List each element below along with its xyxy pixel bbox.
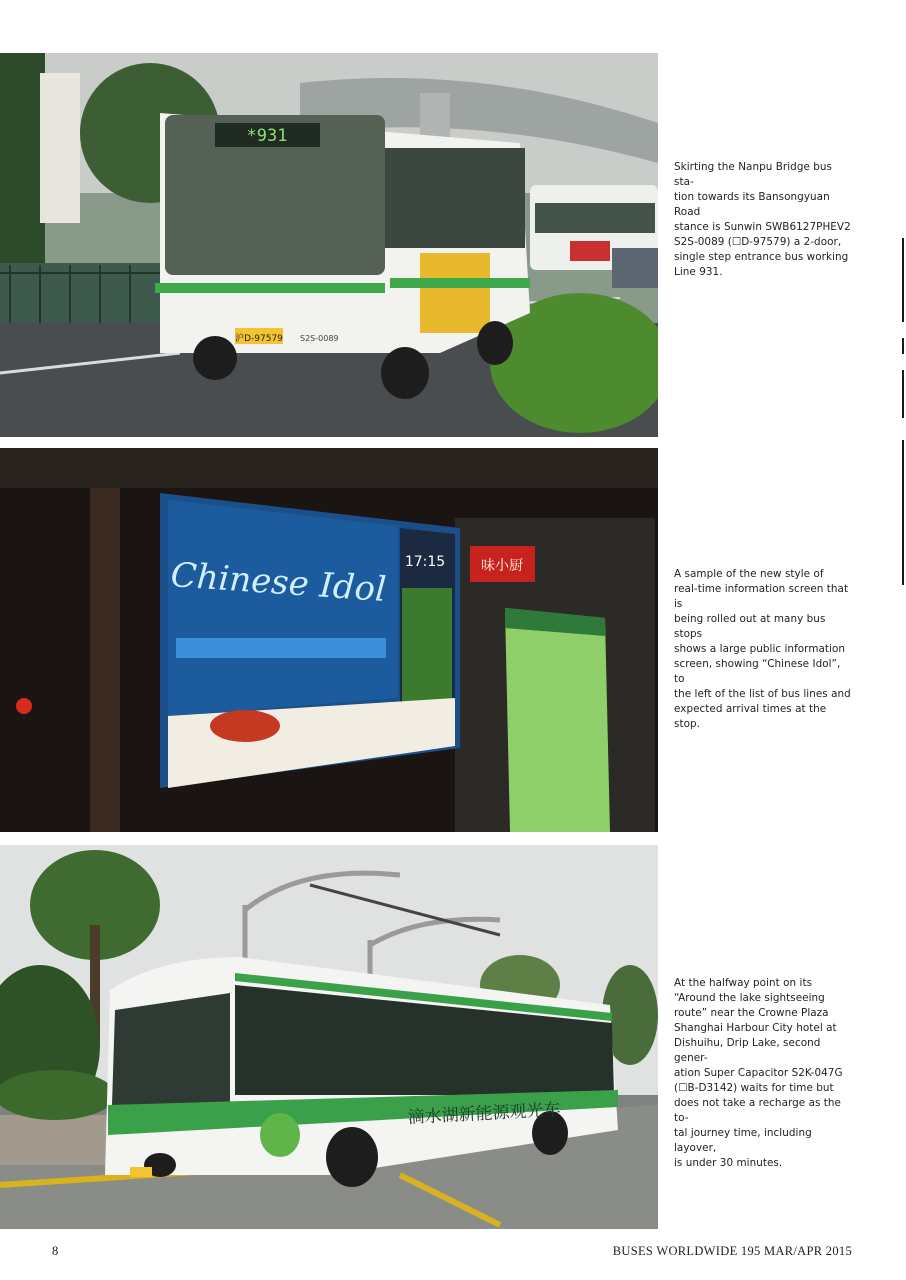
photo-info-screen xyxy=(0,448,658,832)
page-number: 8 xyxy=(52,1244,59,1258)
running-footer: BUSES WORLDWIDE 195 MAR/APR 2015 xyxy=(612,1244,852,1258)
fleet-number-text: S2S-0089 xyxy=(300,334,339,343)
bus-side-text: 滴水湖新能源观光车 xyxy=(407,1100,562,1128)
screen-title-text: Chinese Idol xyxy=(169,555,388,611)
photo-line-931-bus xyxy=(0,53,658,437)
info-screen-illustration xyxy=(0,448,658,832)
screen-clock-text: 17:15 xyxy=(404,554,446,570)
caption-super-capacitor: At the halfway point on its “Around the lake sightseeing route” near the Crowne Plaza Shanghai Harbour City hotel at Dishuihu, Drip Lake, second gener- ation Super Capacitor S2K-047G (☐B-D3142) waits for time but does not take a recharge as the to- tal journey time, including layover, is under 30 minutes. xyxy=(674,977,843,1169)
sign-text: 味小厨 xyxy=(481,558,523,574)
capacitor-bus-illustration xyxy=(0,845,658,1229)
edge-mark xyxy=(902,338,904,354)
photo-super-capacitor-bus xyxy=(0,845,658,1229)
bus-photo-illustration xyxy=(0,53,658,437)
caption-info-screen: A sample of the new style of real-time information screen that is being rolled out at many bus stops shows a large public information screen, showing “Chinese Idol”, to the left of the list of bus lines and expected arrival times at the stop. xyxy=(674,568,851,730)
edge-mark xyxy=(902,238,904,322)
plate-text: 沪D-97579 xyxy=(235,334,283,344)
edge-mark xyxy=(902,370,904,418)
route-display-text: *931 xyxy=(246,126,288,146)
caption-line-931: Skirting the Nanpu Bridge bus sta- tion towards its Bansongyuan Road stance is Sunwin SWB6127PHEV2 S2S-0089 (☐D-97579) a 2-door, single step entrance bus working Line 931. xyxy=(674,161,851,278)
edge-mark xyxy=(902,440,904,585)
